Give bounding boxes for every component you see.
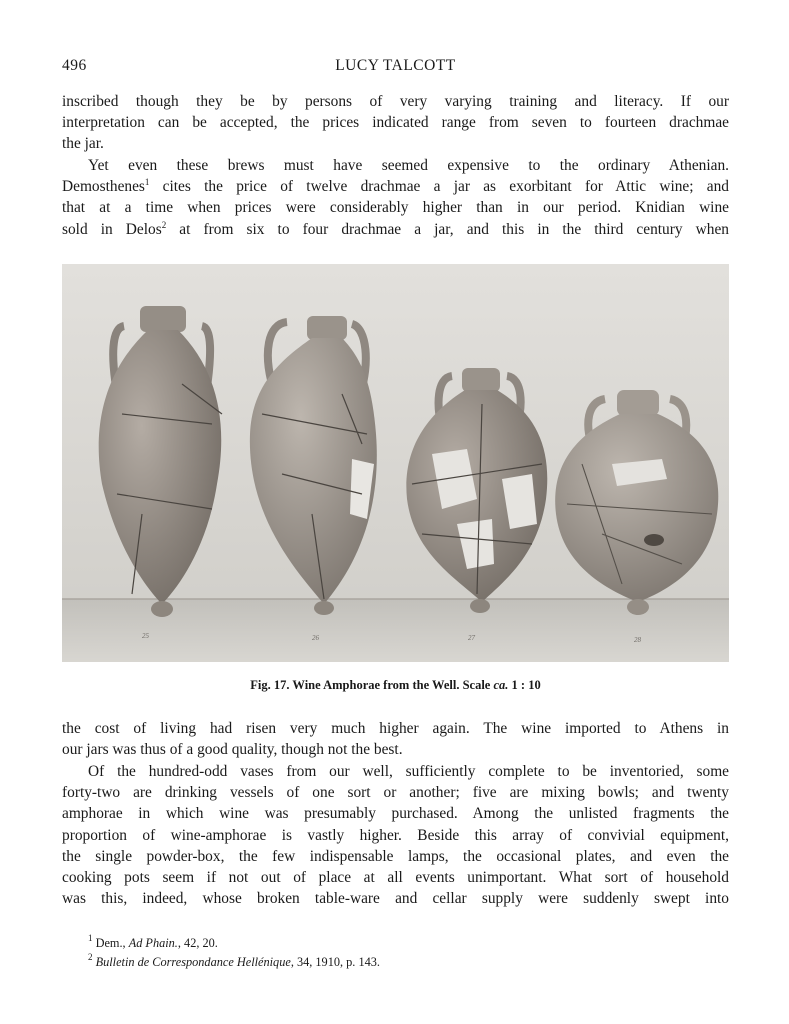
text-line: was this, indeed, whose broken table-ware and cellar supply were suddenly swept into (62, 890, 729, 908)
text-line: inscribed though they be by persons of very varying training and literacy. If our (62, 93, 729, 110)
figure-label: 26 (312, 634, 319, 642)
text-line (62, 176, 729, 197)
caption-italic: ca. (493, 678, 509, 692)
footnote-title: Ad Phain. (128, 936, 178, 950)
footnote-text: , 34, 1910, p. 143. (290, 955, 380, 969)
text-line: our jars was thus of a good quality, though not the best. (62, 741, 403, 759)
text-line: interpretation can be accepted, the prices indicated range from seven to fourteen drachmae (62, 114, 729, 132)
running-header (62, 57, 729, 79)
text-line: forty-two are drinking vessels of one sort or another; five are mixing bowls; and twenty (62, 784, 729, 802)
footnote-text: , 42, 20. (177, 936, 218, 950)
footnote-ref: 1 (144, 177, 150, 188)
footnotes (88, 934, 380, 972)
text-line: the jar. (62, 135, 104, 153)
footnote-1 (88, 934, 380, 953)
amphorae-illustration (62, 264, 729, 662)
footnote-ref: 2 (161, 219, 167, 230)
footnote-title: Bulletin de Correspondance Hellénique (95, 955, 291, 969)
figure-caption (62, 678, 729, 693)
caption-text: 1 : 10 (508, 678, 541, 692)
footnote-mark: 2 (88, 952, 93, 962)
text-line (62, 219, 729, 240)
text-line: Of the hundred-odd vases from our well, sufficiently complete to be inventoried, some (88, 763, 729, 780)
text-line: cooking pots seem if not out of place at all events unimportant. What sort of household (62, 868, 729, 886)
text-line: Yet even these brews must have seemed expensive to the ordinary Athenian. (88, 157, 729, 174)
figure-label: 25 (142, 632, 149, 640)
text-segment: sold in Delos (62, 220, 162, 238)
text-segment: at from six to four drachmae a jar, and this in the third century when (166, 220, 729, 238)
paragraph-2 (62, 155, 729, 240)
text-line: the cost of living had risen very much higher again. The wine imported to Athens in (62, 720, 729, 737)
text-line: amphorae in which wine was presumably purchased. Among the unlisted fragments the (62, 805, 729, 823)
footnote-2 (88, 953, 380, 972)
text-line: that at a time when prices were considerably higher than in our period. Knidian wine (62, 199, 729, 217)
figure-label: 27 (468, 634, 475, 642)
text-segment: cites the price of twelve drachmae a jar as exorbitant for Attic wine; and (149, 178, 729, 196)
running-title: LUCY TALCOTT (335, 57, 456, 74)
page-number: 496 (62, 57, 87, 74)
paragraph-3 (62, 718, 729, 760)
footnote-text: Dem., (92, 936, 129, 950)
caption-text: Fig. 17. Wine Amphorae from the Well. Scale (250, 678, 494, 692)
amphorae-photograph (62, 264, 729, 662)
text-segment: Demosthenes (62, 178, 145, 196)
footnote-mark: 1 (88, 933, 93, 943)
text-line: proportion of wine-amphorae is vastly higher. Beside this array of convivial equipment, (62, 826, 729, 844)
paragraph-4 (62, 761, 729, 909)
paragraph-1 (62, 91, 729, 155)
text-line: the single powder-box, the few indispensable lamps, the occasional plates, and even the (62, 847, 729, 865)
figure-label: 28 (634, 636, 641, 644)
